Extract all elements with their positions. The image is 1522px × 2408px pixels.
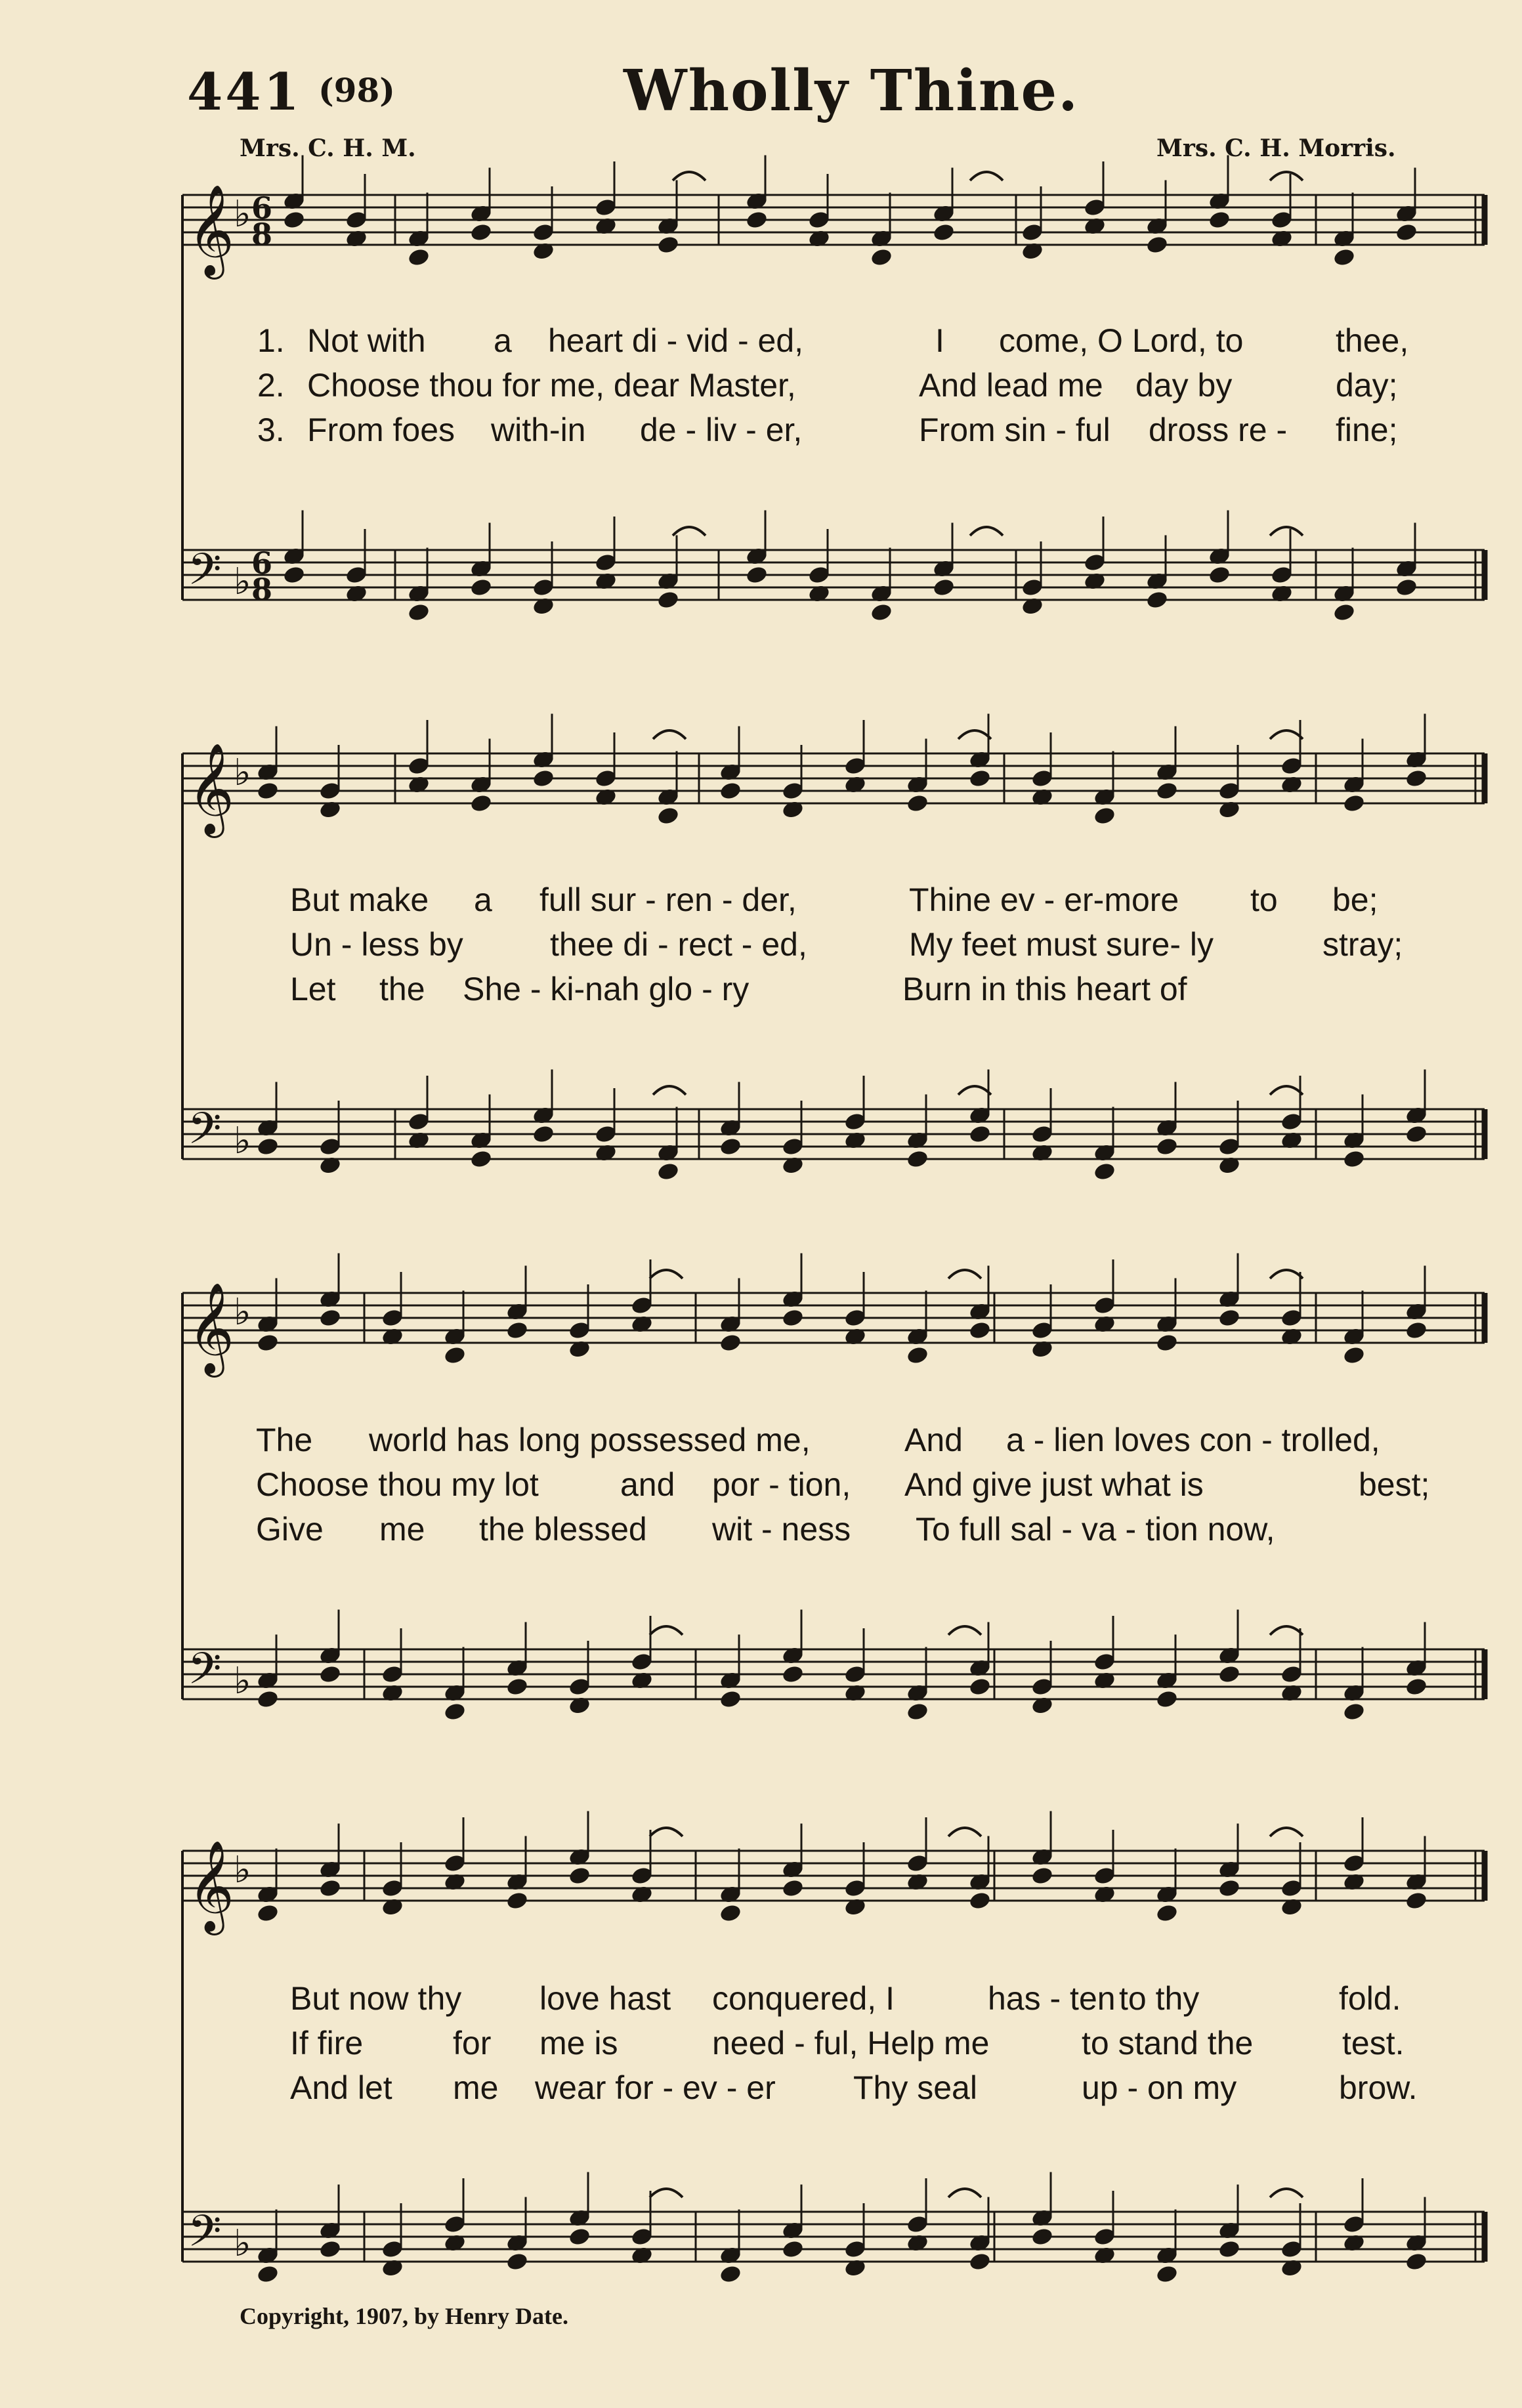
note-icon [1155, 1137, 1179, 1157]
lyric-syllable: and [620, 1466, 675, 1503]
lyric-syllable: a [474, 881, 492, 918]
note-icon [568, 2227, 591, 2247]
lyric-syllable: stray; [1322, 926, 1403, 963]
words-credit: Mrs. C. H. M. [240, 135, 416, 162]
note-icon [719, 781, 742, 801]
note-icon [932, 578, 956, 598]
lyric-syllable: Thine ev - er-more [909, 881, 1179, 918]
hymn-number: 441 [187, 62, 302, 122]
treble-clef-icon: 𝄞 [188, 743, 234, 834]
lyric-syllable: Un - less [290, 926, 420, 963]
note-icon [719, 1903, 742, 1924]
flat-icon: ♭ [234, 560, 251, 603]
note-icon [968, 1320, 992, 1341]
note-icon [505, 1677, 529, 1697]
music-credit: Mrs. C. H. Morris. [1156, 135, 1396, 162]
lyric-syllable: por - tion, [712, 1466, 851, 1503]
lyric-syllable: fold. [1339, 1980, 1401, 2017]
lyric-syllable: for [453, 2025, 492, 2061]
flat-icon: ♭ [234, 1660, 251, 1702]
lyric-syllable: to stand the [1082, 2025, 1254, 2061]
note-icon [1155, 1333, 1179, 1353]
lyric-syllable: But now thy [290, 1980, 462, 2017]
fermata-icon [1270, 1828, 1303, 1836]
lyric-syllable: full sur - ren - der, [539, 881, 797, 918]
fermata-icon [1270, 1270, 1303, 1278]
note-icon [407, 247, 431, 268]
lyric-syllable: best; [1359, 1466, 1430, 1503]
note-icon [1030, 2227, 1054, 2247]
note-icon [256, 1137, 280, 1157]
fermata-icon [673, 172, 706, 180]
note-icon [781, 1308, 805, 1328]
lyric-syllable: to thy [1119, 1980, 1200, 2017]
flat-icon: ♭ [234, 751, 251, 794]
note-icon [781, 1664, 805, 1685]
lyric-syllable: Burn in this heart of [902, 971, 1187, 1007]
fermata-icon [958, 1086, 991, 1095]
note-icon [1395, 578, 1418, 598]
lyric-syllable: thee, [1336, 322, 1409, 359]
fermata-icon [970, 527, 1003, 536]
flat-icon: ♭ [234, 193, 251, 236]
note-icon [1342, 1149, 1366, 1170]
bass-clef-icon: 𝄢 [188, 2206, 222, 2267]
lyric-syllable: And [904, 1422, 963, 1458]
bass-clef-icon: 𝄢 [188, 544, 222, 605]
note-icon [318, 1308, 342, 1328]
fermata-icon [1270, 1086, 1303, 1095]
lyric-syllable: come, O Lord, to [999, 322, 1244, 359]
fermata-icon [653, 1086, 686, 1095]
lyric-syllable: de - liv - er, [640, 412, 803, 448]
note-icon [318, 1664, 342, 1685]
note-icon [1405, 1677, 1428, 1697]
note-icon [1342, 793, 1366, 814]
note-icon [968, 2252, 992, 2272]
lyric-syllable: wear for - ev - er [535, 2069, 776, 2106]
note-icon [1145, 590, 1169, 610]
note-icon [1342, 1702, 1366, 1722]
note-icon [781, 2239, 805, 2260]
lyric-syllable: From sin - ful [919, 412, 1110, 448]
fermata-icon [958, 730, 991, 739]
lyric-syllable: heart di - vid - ed, [548, 322, 804, 359]
note-icon [1405, 1891, 1428, 1911]
lyric-syllable: fine; [1336, 412, 1398, 448]
lyric-syllable: up - on my [1082, 2069, 1237, 2106]
lyric-syllable: I [935, 322, 944, 359]
note-icon [256, 781, 280, 801]
lyric-syllable: Let [290, 971, 336, 1007]
note-icon [505, 1891, 529, 1911]
lyric-syllable: need - ful, Help me [712, 2025, 990, 2061]
lyric-syllable: wit - ness [712, 1511, 851, 1548]
lyric-syllable: to [1250, 881, 1278, 918]
note-icon [781, 1878, 805, 1899]
note-icon [256, 1903, 280, 1924]
fermata-icon [1270, 527, 1303, 536]
lyric-syllable: thee di - rect - ed, [550, 926, 807, 963]
lyric-syllable: the [379, 971, 425, 1007]
bass-clef-icon: 𝄢 [188, 1643, 222, 1704]
note-icon [968, 1124, 992, 1145]
fermata-icon [1270, 172, 1303, 180]
note-icon [469, 222, 493, 243]
copyright-notice: Copyright, 1907, by Henry Date. [240, 2303, 568, 2329]
note-icon [1155, 1903, 1179, 1924]
note-icon [1405, 769, 1428, 789]
note-icon [906, 1149, 929, 1170]
note-icon [1093, 806, 1116, 826]
note-icon [318, 2239, 342, 2260]
bass-clef-icon: 𝄢 [188, 1103, 222, 1164]
note-icon [932, 222, 956, 243]
fermata-icon [1270, 2189, 1303, 2197]
fermata-icon [650, 1626, 683, 1635]
note-icon [968, 769, 992, 789]
lyric-syllable: To full sal - va - tion now, [916, 1511, 1275, 1548]
lyric-syllable: day by [1135, 367, 1233, 404]
fermata-icon [650, 2189, 683, 2197]
lyric-syllable: Thy seal [853, 2069, 977, 2106]
note-icon [1155, 2264, 1179, 2285]
note-icon [469, 793, 493, 814]
note-icon [1332, 247, 1356, 268]
lyric-syllable: From foes [307, 412, 455, 448]
fermata-icon [653, 730, 686, 739]
note-icon [1217, 1308, 1241, 1328]
lyric-syllable: be; [1332, 881, 1378, 918]
note-icon [968, 1891, 992, 1911]
fermata-icon [948, 1828, 981, 1836]
note-icon [532, 769, 555, 789]
time-signature: 8 [251, 217, 273, 252]
lyric-syllable: And lead me [919, 367, 1103, 404]
lyric-syllable: The [256, 1422, 313, 1458]
lyric-syllable: 1. [257, 322, 285, 359]
note-icon [906, 1702, 929, 1722]
note-icon [1030, 1866, 1054, 1886]
note-icon [1342, 1345, 1366, 1366]
note-icon [469, 1149, 493, 1170]
note-icon [1395, 222, 1418, 243]
note-icon [656, 806, 680, 826]
note-icon [870, 602, 893, 623]
note-icon [1332, 602, 1356, 623]
note-icon [656, 235, 680, 255]
lyric-syllable: My feet must sure- ly [909, 926, 1214, 963]
fermata-icon [1270, 1626, 1303, 1635]
note-icon [256, 2264, 280, 2285]
flat-icon: ♭ [234, 1291, 251, 1334]
note-icon [256, 1689, 280, 1710]
note-icon [1405, 2252, 1428, 2272]
time-signature: 8 [251, 572, 273, 607]
note-icon [1405, 1320, 1428, 1341]
lyric-syllable: But make [290, 881, 429, 918]
note-icon [256, 1333, 280, 1353]
lyric-syllable: a [494, 322, 512, 359]
note-icon [719, 2264, 742, 2285]
fermata-icon [948, 1270, 981, 1278]
treble-clef-icon: 𝄞 [188, 1840, 234, 1932]
time-signature: 6 [251, 190, 273, 226]
note-icon [1405, 1124, 1428, 1145]
lyric-syllable: She - ki-nah glo - ry [463, 971, 750, 1007]
lyric-syllable: If fire [290, 2025, 364, 2061]
lyric-syllable: Not with [307, 322, 426, 359]
note-icon [719, 1333, 742, 1353]
flat-icon: ♭ [234, 1120, 251, 1162]
fermata-icon [948, 1626, 981, 1635]
lyric-syllable: day; [1336, 367, 1398, 404]
note-icon [1208, 210, 1231, 230]
fermata-icon [970, 172, 1003, 180]
note-icon [1217, 1664, 1241, 1685]
note-icon [568, 1866, 591, 1886]
note-icon [282, 210, 306, 230]
note-icon [656, 590, 680, 610]
note-icon [532, 1124, 555, 1145]
lyric-syllable: 3. [257, 412, 285, 448]
note-icon [505, 2252, 529, 2272]
note-icon [719, 1137, 742, 1157]
treble-clef-icon: 𝄞 [188, 1282, 234, 1374]
note-icon [1093, 1162, 1116, 1182]
lyric-syllable: test. [1342, 2025, 1405, 2061]
note-icon [719, 1689, 742, 1710]
note-icon [407, 602, 431, 623]
lyric-syllable: me is [539, 2025, 618, 2061]
lyric-syllable: the blessed [479, 1511, 647, 1548]
lyric-syllable: me [453, 2069, 499, 2106]
lyric-syllable: brow. [1339, 2069, 1418, 2106]
time-signature: 6 [251, 545, 273, 581]
note-icon [469, 578, 493, 598]
lyric-syllable: a - lien loves con - trolled, [1006, 1422, 1380, 1458]
note-icon [1208, 565, 1231, 585]
note-icon [282, 565, 306, 585]
alt-number: (98) [318, 71, 395, 110]
note-icon [870, 247, 893, 268]
hymn-title: Wholly Thine. [624, 58, 1080, 124]
note-icon [1217, 2239, 1241, 2260]
note-icon [968, 1677, 992, 1697]
lyric-syllable: dross re - [1149, 412, 1288, 448]
note-icon [443, 1702, 467, 1722]
fermata-icon [673, 527, 706, 536]
lyric-syllable: world has long possessed me, [369, 1422, 811, 1458]
lyric-syllable: me [379, 1511, 425, 1548]
note-icon [505, 1320, 529, 1341]
note-icon [443, 1345, 467, 1366]
flat-icon: ♭ [234, 2222, 251, 2265]
fermata-icon [948, 2189, 981, 2197]
fermata-icon [1270, 730, 1303, 739]
flat-icon: ♭ [234, 1849, 251, 1891]
note-icon [906, 1345, 929, 1366]
note-icon [318, 1878, 342, 1899]
note-icon [906, 793, 929, 814]
note-icon [656, 1162, 680, 1182]
lyric-syllable: conquered, I [712, 1980, 895, 2017]
lyric-syllable: love hast [539, 1980, 671, 2017]
lyric-syllable: And let [290, 2069, 392, 2106]
note-icon [1217, 1878, 1241, 1899]
treble-clef-icon: 𝄞 [188, 184, 234, 276]
note-icon [1155, 1689, 1179, 1710]
note-icon [745, 565, 769, 585]
fermata-icon [650, 1828, 683, 1836]
lyric-syllable: Choose thou my lot [256, 1466, 539, 1503]
lyric-syllable: with-in [491, 412, 586, 448]
note-icon [1145, 235, 1169, 255]
note-icon [1155, 781, 1179, 801]
lyric-syllable: 2. [257, 367, 285, 404]
lyric-syllable: by [429, 926, 463, 963]
lyric-syllable: And give just what is [904, 1466, 1204, 1503]
lyric-syllable: has - ten [988, 1980, 1116, 2017]
lyric-syllable: Choose thou for me, dear Master, [307, 367, 796, 404]
fermata-icon [650, 1270, 683, 1278]
lyric-syllable: Give [256, 1511, 324, 1548]
note-icon [745, 210, 769, 230]
